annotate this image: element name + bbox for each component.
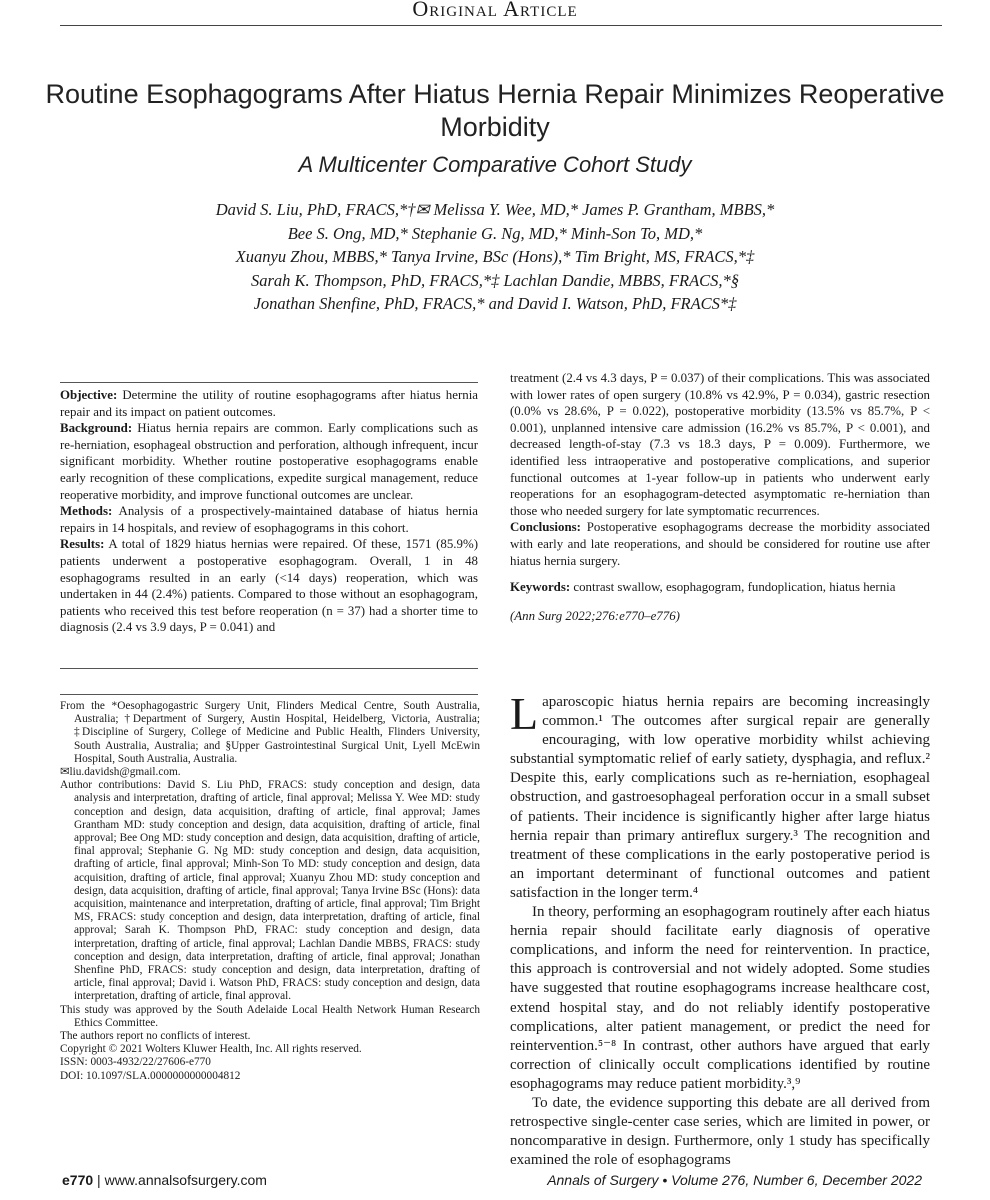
abstract-conclusions [510, 519, 930, 569]
results-label: Results: [60, 537, 105, 552]
affiliations-divider [60, 694, 478, 695]
body-paragraph: To date, the evidence supporting this debate are all derived from retrospective single-center case series, which are limited in power, or noncomparative in design. Furthermore, only 1 study has specifically examined the role of esophagograms [510, 1094, 930, 1169]
author-line: Xuanyu Zhou, MBBS,* Tanya Irvine, BSc (Hons),* Tim Bright, MS, FRACS,*‡ [235, 247, 755, 266]
author-line: David S. Liu, PhD, FRACS,*†✉ Melissa Y. Wee, MD,* James P. Grantham, MBBS,* [215, 200, 775, 219]
author-contributions: Author contributions: David S. Liu PhD, FRACS: study conception and design, data analysis and interpretation, drafting of article, final approval; Melissa Y. Wee MD: study conception and design, data acquisition, drafting of article, final approval; James Grantham MD: study conception and design, data acquisition, drafting of article, final approval; Bee Ong MD: study conception and design, data acquisition, drafting of article, final approval; Stephanie G. Ng MD: study conception and design, data acquisition, drafting of article, final approval; Minh-Son To MD: study conception and design, data acquisition, drafting of article, final approval; Xuanyu Zhou MD: study conception and design, data acquisition, drafting of article, final approval; Tanya Irvine BSc (Hons): data acquisition, maintenance and interpretation, drafting of article, final approval; Tim Bright MS, FRACS: study conception and design, data interpretation, drafting of article, final approval; Sarah K. Thompson PhD, FRAC: study conception and design, data interpretation, drafting of article, final approval; Lachlan Dandie MBBS, FRACS: study conception and design, data interpretation, drafting of article, final approval; Jonathan Shenfine PhD, FRACS: study conception and design, data interpretation, drafting of article, final approval; David i. Watson PhD, FRACS: study conception and design, data interpretation, drafting of article, final approval. [60, 779, 480, 1003]
ethics-statement: This study was approved by the South Adelaide Local Health Network Human Research Ethics Committee. [60, 1003, 480, 1029]
paragraph-text: aparoscopic hiatus hernia repairs are becoming increasingly common.¹ The outcomes after surgical repair are generally encouraging, with low operative morbidity whilst achieving substantial symptomatic relief of early satiety, dysphagia, and reflux.² Despite this, early complications such as re-herniation, esophageal obstruction, and gastroesophageal perforation occur in a small subset of patients. Their incidence is significantly higher after large hiatus hernia repair than primary antireflux surgery.³ The recognition and treatment of these complications in the early postoperative period is an important determinant of functional outcomes and patient satisfaction in the longer term.⁴ [510, 694, 930, 901]
objective-label: Objective: [60, 388, 118, 402]
abstract-divider [60, 668, 478, 669]
section-label: Original Article [412, 0, 578, 21]
keywords-text: contrast swallow, esophagogram, fundoplication, hiatus hernia [570, 580, 896, 595]
author-line: Bee S. Ong, MD,* Stephanie G. Ng, MD,* Minh-Son To, MD,* [287, 223, 703, 243]
article-subtitle: A Multicenter Comparative Cohort Study [298, 152, 692, 177]
doi[interactable]: DOI: 10.1097/SLA.0000000000004812 [60, 1069, 241, 1082]
body-paragraph: In theory, performing an esophagogram routinely after each hiatus hernia repair should facilitate early diagnosis of operative complications, and inform the need for reintervention. In practice, this approach is controversial and not widely adopted. Some studies have suggested that routine esophagograms increase healthcare cost, extend hospital stay, and do not reliably identify postoperative complications, alter patient management, or predict the need for reintervention.⁵⁻⁸ In contrast, other authors have argued that early correction of clinically occult complications identified by routine esophagograms may reduce patient morbidity.³,⁹ [510, 904, 930, 1092]
abstract-methods [60, 503, 478, 536]
citation: (Ann Surg 2022;276:e770–e776) [510, 608, 680, 623]
author-line: Sarah K. Thompson, PhD, FRACS,*‡ Lachlan Dandie, MBBS, FRACS,*§ [250, 270, 740, 290]
affiliation-text: From the *Oesophagogastric Surgery Unit, Flinders Medical Centre, South Australia, Australia; †Department of Surgery, Austin Hospital, Heidelberg, Victoria, Australia; ‡Discipline of Surgery, College of Medicine and Public Health, Flinders University, South Australia, Australia; and §Upper Gastrointestinal Surgical Unit, Lyell McEwin Hospital, South Australia, Australia. [60, 700, 480, 765]
methods-label: Methods: [60, 504, 113, 519]
drop-cap: L [510, 688, 539, 739]
issn: ISSN: 0003-4932/22/27606-e770 [60, 1056, 211, 1069]
article-title: Routine Esophagograms After Hiatus Hernia Repair Minimizes Reoperative Morbidity [45, 79, 945, 142]
journal-issue: Annals of Surgery • Volume 276, Number 6, December 2022 [547, 1172, 922, 1188]
objective-text: Determine the utility of routine esophagograms after hiatus hernia repair and its impact on patient outcomes. [60, 388, 478, 419]
abstract-background [60, 420, 478, 503]
corresponding-email[interactable]: ✉liu.davidsh@gmail.com. [60, 766, 181, 779]
author-list [100, 198, 890, 316]
footer-left [62, 1172, 267, 1188]
abstract-left-column [60, 382, 478, 636]
copyright: Copyright © 2021 Wolters Kluwer Health, Inc. All rights reserved. [60, 1043, 362, 1056]
conflicts-statement: The authors report no conflicts of interest. [60, 1030, 251, 1043]
header-rule [60, 25, 942, 26]
abstract-results [60, 536, 478, 636]
background-label: Background: [60, 421, 133, 436]
footer-separator: | [97, 1172, 101, 1188]
conclusions-label: Conclusions: [510, 520, 581, 535]
background-text: Hiatus hernia repairs are common. Early complications such as re-herniation, esophageal obstruction and perforation, although infrequent, incur significant morbidity. Whether routine postoperative esophagograms enable early recognition of these complications, expedite surgical management, reduce reoperative morbidity, and improve functional outcomes are unclear. [60, 421, 478, 502]
journal-url[interactable]: www.annalsofsurgery.com [104, 1172, 267, 1188]
keywords-label: Keywords: [510, 580, 571, 595]
conclusions-text: Postoperative esophagograms decrease the morbidity associated with early and late reoperations, and should be considered for routine use after hiatus hernia surgery. [510, 520, 930, 568]
abstract-right-column [510, 370, 930, 624]
body-text [510, 688, 930, 1170]
abstract-objective [60, 387, 478, 420]
affiliations [60, 700, 480, 1083]
page-number: e770 [62, 1172, 94, 1188]
results-continued: treatment (2.4 vs 4.3 days, P = 0.037) of their complications. This was associated with lower rates of open surgery (10.8% vs 42.9%, P = 0.034), gastric resection (0.0% vs 28.6%, P = 0.022), postoperative morbidity (13.5% vs 85.7%, P < 0.001), unplanned intensive care admission (16.2% vs 85.7%, P < 0.001), and decreased length-of-stay (7.3 vs 18.3 days, P = 0.009). Furthermore, we identified less intraoperative and postoperative complications, and superior functional outcomes at 1-year follow-up in patients who underwent early reoperations for an esophagogram-detected asymptomatic re-herniation than those who needed surgery for late symptomatic recurrences. [510, 371, 930, 518]
keywords [510, 579, 930, 596]
body-paragraph [510, 688, 930, 903]
author-line: Jonathan Shenfine, PhD, FRACS,* and David I. Watson, PhD, FRACS*‡ [253, 294, 737, 313]
results-text: A total of 1829 hiatus hernias were repaired. Of these, 1571 (85.9%) patients underwent a postoperative esophagogram. Overall, 1 in 48 esophagograms resulted in an early (<14 days) reoperation, which was undertaken in 44 (2.4%) patients. Compared to those without an esophagogram, patients who received this test before reoperation (n = 37) had a shorter time to diagnosis (2.4 vs 3.9 days, P = 0.041) and [60, 537, 478, 635]
section-header [0, 0, 990, 28]
methods-text: Analysis of a prospectively-maintained database of hiatus hernia repairs in 14 hospitals, and review of esophagograms in this cohort. [60, 504, 478, 535]
